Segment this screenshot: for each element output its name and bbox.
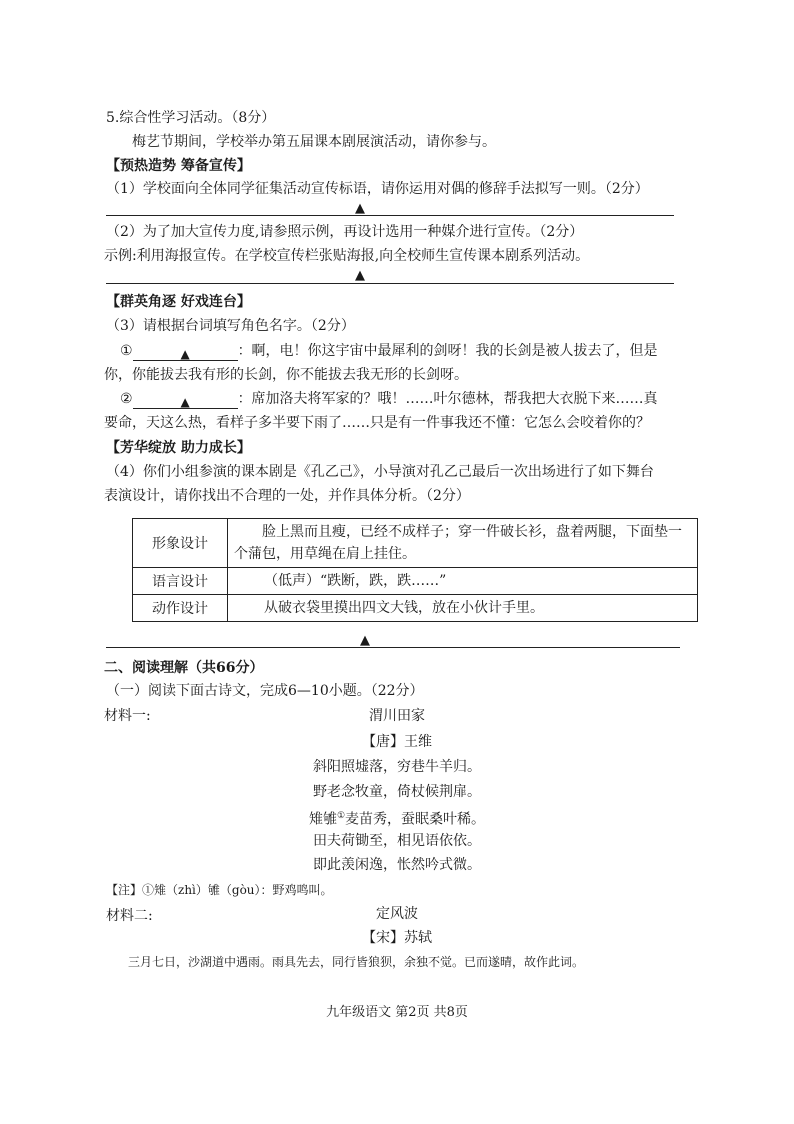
section-heading-3: 【芳华绽放 助力成长】 — [106, 440, 251, 456]
poem-1-line-5: 即此羡闲逸，怅然吟式微。 — [313, 857, 481, 873]
question-5-intro: 梅艺节期间，学校举办第五届课本剧展演活动，请你参与。 — [132, 134, 496, 150]
question-5-2: （2）为了加大宣传力度,请参照示例，再设计选用一种媒介进行宣传。（2分） — [106, 224, 584, 240]
part-2-title: 二、阅读理解（共66分） — [104, 660, 264, 676]
table-cell-label: 语言设计 — [133, 568, 228, 595]
poem-1-author: 【唐】王维 — [362, 734, 432, 750]
material-1-label: 材料一: — [104, 708, 151, 724]
question-5-3: （3）请根据台词填写角色名字。（2分） — [106, 318, 355, 334]
poem-1-line-1: 斜阳照墟落，穷巷牛羊归。 — [313, 759, 481, 775]
table-cell-content: 脸上黑而且瘦，已经不成样子；穿一件破长衫，盘着两腿，下面垫一个蒲包，用草绳在肩上挂住。 — [228, 519, 698, 568]
role-blank-2[interactable] — [133, 392, 238, 409]
section-heading-2: 【群英角逐 好戏连台】 — [106, 294, 251, 310]
answer-line-2 — [106, 283, 674, 284]
answer-line-1 — [106, 215, 674, 216]
blank-mark-2: ▲ — [180, 395, 190, 409]
dialogue-2-continuation: 要命，天这么热，看样子多半要下雨了……只是有一件事我还不懂：它怎么会咬着你的？ — [104, 415, 650, 431]
question-5-4-line-1: （4）你们小组参演的课本剧是《孔乙己》，小导演对孔乙己最后一次出场进行了如下舞台 — [106, 464, 654, 480]
question-5-1: （1）学校面向全体同学征集活动宣传标语，请你运用对偶的修辞手法拟写一则。（2分） — [106, 181, 649, 197]
table-cell-content: 从破衣袋里摸出四文大钱，放在小伙计手里。 — [228, 595, 698, 622]
poem-1-line-4: 田夫荷锄至，相见语依依。 — [313, 833, 481, 849]
table-row — [133, 519, 698, 568]
poem-1-line-3 — [0, 806, 794, 830]
question-5-title: 5.综合性学习活动。（8分） — [106, 110, 276, 126]
dialogue-1-number: ① — [120, 343, 133, 359]
dialogue-2-text: ：席加洛夫将军家的？哦！……叶尔德林，帮我把大衣脱下来……真 — [237, 391, 658, 407]
dialogue-1 — [120, 341, 658, 361]
table-row — [133, 595, 698, 622]
dialogue-2-number: ② — [120, 391, 133, 407]
poem-1-line-3-rest: 麦苗秀，蚕眠桑叶稀。 — [345, 811, 486, 828]
page-footer: 九年级语文 第2页 共8页 — [326, 1005, 468, 1020]
answer-line-4 — [106, 647, 680, 648]
table-cell-content: （低声）“跌断，跌，跌……” — [228, 568, 698, 595]
answer-mark-1: ▲ — [355, 201, 365, 216]
poem-1-line-3-start: 雉雊 — [308, 811, 337, 828]
material-2-label: 材料二: — [106, 908, 153, 924]
poem-2-author: 【宋】苏轼 — [362, 930, 432, 946]
poem-2-title: 定风波 — [376, 906, 418, 922]
table-cell-label: 形象设计 — [133, 519, 228, 568]
dialogue-2 — [120, 389, 658, 409]
stage-design-table — [132, 518, 698, 622]
blank-mark-1: ▲ — [180, 347, 190, 361]
answer-mark-4: ▲ — [360, 633, 370, 648]
section-heading-1: 【预热造势 筹备宣传】 — [106, 158, 251, 174]
poem-2-preface: 三月七日，沙湖道中遇雨。雨具先去，同行皆狼狈，余独不觉。已而遂晴，故作此词。 — [128, 955, 585, 969]
footnote-marker: ① — [336, 811, 346, 821]
table-cell-label: 动作设计 — [133, 595, 228, 622]
role-blank-1[interactable] — [133, 344, 238, 361]
part-2-sub-1: （一）阅读下面古诗文，完成6—10小题。（22分） — [106, 683, 424, 699]
example-text: 示例:利用海报宣传。在学校宣传栏张贴海报,向全校师生宣传课本剧系列活动。 — [104, 248, 590, 264]
dialogue-1-text: ：啊，电！你这宇宙中最犀利的剑呀！我的长剑是被人拔去了，但是 — [237, 343, 658, 359]
dialogue-1-continuation: 你，你能拔去我有形的长剑，你不能拔去我无形的长剑呀。 — [104, 367, 468, 383]
table-row — [133, 568, 698, 595]
answer-mark-2: ▲ — [355, 268, 365, 283]
question-5-4-line-2: 表演设计，请你找出不合理的一处，并作具体分析。（2分） — [104, 488, 470, 504]
poem-1-note: 【注】①雉（zhì）雊（gòu）：野鸡鸣叫。 — [106, 883, 333, 897]
poem-1-title: 渭川田家 — [369, 708, 425, 724]
poem-1-line-2: 野老念牧童，倚杖候荆扉。 — [313, 784, 481, 800]
